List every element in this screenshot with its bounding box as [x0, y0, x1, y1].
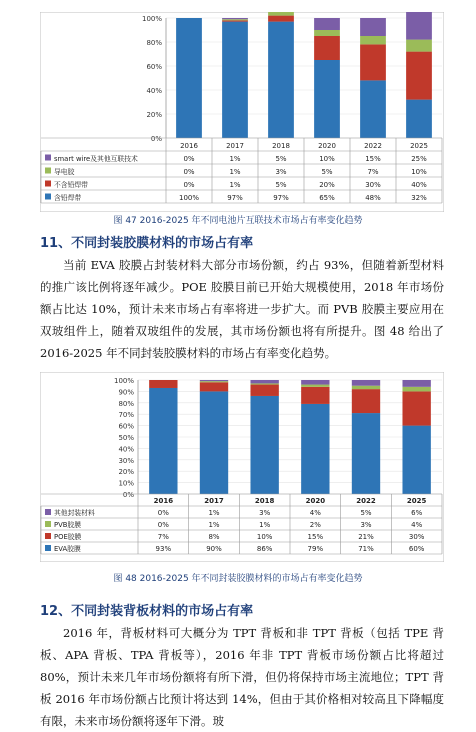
data-label: 0%: [157, 521, 169, 529]
legend-label: 导电胶: [54, 168, 75, 176]
bar-segment: [406, 52, 432, 100]
bar-segment: [301, 385, 329, 387]
bar-segment: [352, 413, 380, 494]
legend-label: 其他封装材料: [54, 509, 95, 517]
category-label: 2025: [410, 142, 428, 150]
bar-segment: [250, 396, 278, 494]
legend-label: 含铅焊带: [54, 194, 82, 202]
bar-segment: [222, 20, 248, 21]
data-label: 30%: [408, 533, 425, 541]
legend-label: 不含铅焊带: [54, 181, 88, 189]
chart-frame: [40, 372, 444, 562]
legend-swatch: [45, 194, 51, 200]
bar-segment: [402, 391, 430, 425]
category-label: 2025: [406, 497, 427, 505]
data-label: 86%: [256, 545, 273, 553]
data-label: 1%: [229, 155, 241, 163]
category-label: 2020: [305, 497, 326, 505]
data-label: 20%: [319, 181, 335, 189]
data-label: 5%: [275, 181, 287, 189]
bar-segment: [222, 22, 248, 138]
y-tick-label: 100%: [113, 377, 134, 385]
section-11-paragraph: 当前 EVA 胶膜占封装材料大部分市场份额，约占 93%，但随着新型材料的推广该比例将逐年减少。POE 胶膜目前已开始大规模使用，2018 年市场份额占比达 10%，预计未来市场占有率将进一步扩大。而 PVB 胶膜主要应用在双玻组件上，随着双玻组件的发展，其市场份额也将有所提升。图 48 给出了 2016-2025 年不同封装胶膜材料的市场占有率变化趋势。: [40, 258, 444, 360]
section-11-title: 11、不同封装胶膜材料的市场占有率: [40, 236, 254, 251]
bar-segment: [200, 382, 228, 391]
bar-segment: [352, 380, 380, 386]
figure-47-chart: [40, 12, 444, 212]
data-label: 48%: [365, 194, 381, 202]
data-label: 4%: [309, 509, 321, 517]
y-tick-label: 0%: [150, 135, 162, 143]
bar-segment: [200, 381, 228, 382]
bar-segment: [314, 18, 340, 30]
data-label: 1%: [259, 521, 271, 529]
data-label: 32%: [411, 194, 427, 202]
bar-segment: [360, 36, 386, 44]
bar-segment: [402, 380, 430, 387]
data-label: 8%: [208, 533, 220, 541]
y-tick-label: 20%: [146, 111, 162, 119]
bar-segment: [360, 18, 386, 36]
data-label: 15%: [307, 533, 324, 541]
bar-segment: [406, 100, 432, 138]
data-label: 0%: [183, 168, 195, 176]
chart-48-svg: [40, 372, 444, 562]
y-tick-label: 80%: [118, 399, 134, 408]
data-label: 65%: [319, 194, 335, 202]
bar-segment: [301, 404, 329, 494]
bar-segment: [268, 22, 294, 138]
bar-segment: [200, 391, 228, 494]
bar-segment: [200, 380, 228, 381]
data-label: 79%: [307, 545, 324, 553]
bar-segment: [250, 383, 278, 384]
bar-segment: [352, 389, 380, 413]
data-label: 10%: [319, 155, 335, 163]
bar-segment: [250, 380, 278, 383]
data-label: 1%: [208, 509, 220, 517]
data-label: 1%: [229, 168, 241, 176]
data-label: 7%: [157, 533, 169, 541]
data-label: 0%: [183, 155, 195, 163]
y-tick-label: 60%: [118, 422, 134, 431]
bar-segment: [222, 18, 248, 19]
bar-segment: [314, 36, 340, 60]
category-label: 2017: [226, 142, 244, 150]
data-label: 90%: [206, 545, 222, 553]
data-label: 0%: [183, 181, 195, 189]
y-tick-label: 20%: [118, 468, 134, 477]
legend-label: smart wire及其他互联技术: [54, 155, 138, 163]
data-label: 71%: [358, 545, 374, 553]
data-label: 2%: [309, 521, 321, 529]
bar-segment: [314, 30, 340, 36]
category-label: 2016: [153, 497, 174, 505]
data-label: 21%: [358, 533, 374, 541]
legend-label: EVA胶膜: [54, 545, 81, 553]
legend-swatch: [45, 509, 51, 515]
chart-47-svg: [40, 12, 444, 212]
category-label: 2020: [318, 142, 336, 150]
data-label: 3%: [275, 168, 287, 176]
bar-segment: [268, 16, 294, 22]
figure-48-caption: 图 48 2016-2025 年不同封装胶膜材料的市场占有率变化趋势: [113, 574, 363, 584]
y-tick-label: 30%: [118, 456, 134, 465]
legend-label: POE胶膜: [54, 533, 82, 541]
data-label: 7%: [367, 168, 379, 176]
data-label: 30%: [365, 181, 381, 189]
data-label: 100%: [178, 194, 200, 202]
category-label: 2022: [364, 142, 382, 150]
bar-segment: [301, 380, 329, 385]
bar-segment: [406, 12, 432, 40]
bar-segment: [268, 12, 294, 16]
y-tick-label: 100%: [141, 15, 162, 23]
data-label: 97%: [273, 194, 289, 202]
data-label: 10%: [411, 168, 427, 176]
data-label: 0%: [157, 509, 169, 517]
data-label: 10%: [256, 533, 273, 541]
data-label: 1%: [229, 181, 241, 189]
y-tick-label: 60%: [146, 63, 162, 71]
bar-segment: [360, 80, 386, 138]
data-label: 3%: [360, 521, 372, 529]
data-label: 6%: [411, 509, 423, 517]
data-label: 15%: [365, 155, 381, 163]
data-label: 40%: [411, 181, 427, 189]
bar-segment: [149, 388, 177, 494]
figure-48-chart: [40, 372, 444, 562]
y-tick-label: 50%: [118, 434, 134, 442]
section-12-title: 12、不同封装背板材料的市场占有率: [40, 604, 254, 619]
bar-segment: [352, 386, 380, 389]
y-tick-label: 80%: [146, 39, 162, 47]
bar-segment: [406, 40, 432, 52]
bar-segment: [149, 380, 177, 388]
data-label: 97%: [227, 194, 243, 202]
legend-swatch: [45, 521, 51, 527]
data-label: 3%: [259, 509, 271, 517]
bar-segment: [176, 18, 202, 138]
data-label: 60%: [408, 545, 425, 553]
data-label: 5%: [360, 509, 372, 517]
legend-swatch: [45, 168, 51, 174]
legend-swatch: [45, 181, 51, 187]
bar-segment: [360, 44, 386, 80]
category-label: 2018: [272, 142, 290, 150]
y-tick-label: 40%: [146, 87, 162, 95]
section-12-paragraph: 2016 年，背板材料可大概分为 TPT 背板和非 TPT 背板（包括 TPE 背板、APA 背板、TPA 背板等），2016 年非 TPT 背板市场份额占比将超过 80%，预计未来几年市场份额将有所下滑，但仍将保持市场主流地位；TPT 背板 2016 年市场份额占比预计将达到 14%，但由于其价格相对较高且下降幅度有限，未来市场份额将逐年下滑。玻: [40, 626, 444, 728]
bar-segment: [402, 387, 430, 392]
legend-swatch: [45, 533, 51, 539]
y-tick-label: 10%: [118, 479, 134, 488]
data-label: 1%: [208, 521, 220, 529]
data-label: 93%: [155, 545, 172, 553]
data-label: 5%: [275, 155, 287, 163]
y-tick-label: 0%: [122, 491, 134, 499]
category-label: 2018: [254, 497, 275, 505]
legend-swatch: [45, 545, 51, 551]
category-label: 2022: [356, 497, 376, 505]
category-label: 2017: [204, 497, 224, 505]
bar-segment: [402, 426, 430, 494]
y-tick-label: 40%: [118, 445, 134, 454]
bar-segment: [314, 60, 340, 138]
y-tick-label: 70%: [118, 411, 134, 420]
data-label: 25%: [411, 155, 427, 163]
bar-segment: [301, 387, 329, 404]
data-label: 4%: [411, 521, 423, 529]
figure-47-caption: 图 47 2016-2025 年不同电池片互联技术市场占有率变化趋势: [113, 216, 363, 226]
y-tick-label: 90%: [118, 388, 134, 397]
bar-segment: [222, 19, 248, 20]
legend-label: PVB胶膜: [54, 521, 82, 529]
category-label: 2016: [180, 142, 198, 150]
bar-segment: [250, 385, 278, 396]
legend-swatch: [45, 155, 51, 161]
data-label: 5%: [321, 168, 333, 176]
